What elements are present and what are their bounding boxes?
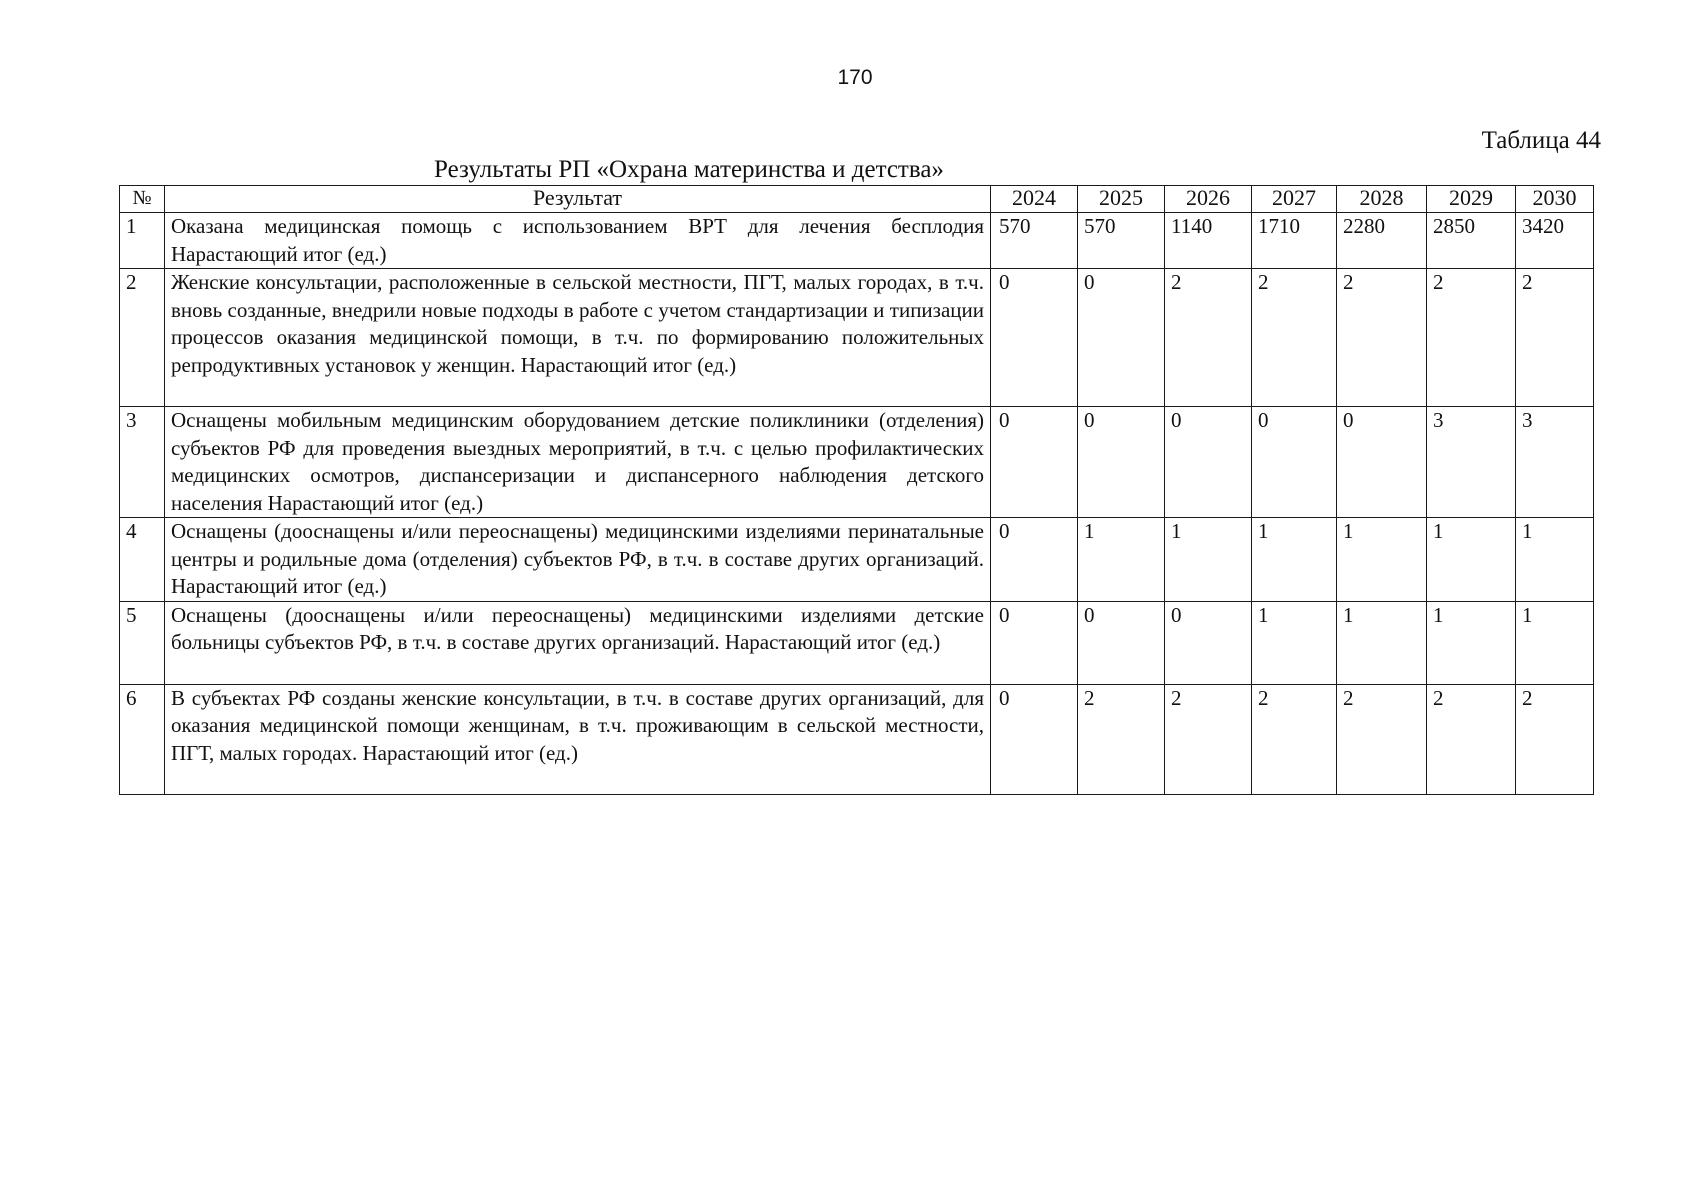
row-value: 0 (991, 518, 1078, 602)
row-value: 2280 (1337, 213, 1427, 269)
row-value: 1 (1078, 518, 1165, 602)
row-number: 6 (120, 684, 165, 794)
table-row (120, 213, 1594, 269)
table-header-row (120, 186, 1594, 213)
row-value: 2 (1337, 269, 1427, 407)
row-number: 4 (120, 518, 165, 602)
row-value: 2 (1427, 684, 1516, 794)
row-result-text: Оснащены (дооснащены и/или переоснащены) медицинскими изделиями перинатальные центры и родильные дома (отделения) субъектов РФ, в т.ч. в составе других организаций. Нарастающий итог (ед.) (165, 518, 991, 602)
row-value: 0 (1252, 407, 1337, 518)
row-value: 2 (1516, 269, 1594, 407)
row-value: 0 (991, 601, 1078, 684)
row-value: 570 (991, 213, 1078, 269)
row-value: 1 (1165, 518, 1252, 602)
table-title: Результаты РП «Охрана материнства и детства» (434, 156, 944, 183)
row-value: 2 (1078, 684, 1165, 794)
row-result-text: В субъектах РФ созданы женские консультации, в т.ч. в составе других организаций, для оказания медицинской помощи женщинам, в т.ч. проживающим в сельской местности, ПГТ, малых городах. Нарастающий итог (ед.) (165, 684, 991, 794)
row-value: 1 (1427, 518, 1516, 602)
row-value: 1 (1516, 601, 1594, 684)
row-value: 0 (991, 269, 1078, 407)
row-value: 0 (1165, 601, 1252, 684)
row-value: 2 (1427, 269, 1516, 407)
row-value: 1 (1427, 601, 1516, 684)
table-row (120, 601, 1594, 684)
row-value: 2 (1252, 684, 1337, 794)
header-year: 2029 (1427, 186, 1516, 213)
row-value: 1 (1337, 518, 1427, 602)
row-value: 2 (1165, 269, 1252, 407)
row-value: 1 (1252, 601, 1337, 684)
header-year: 2028 (1337, 186, 1427, 213)
row-value: 0 (991, 407, 1078, 518)
row-value: 0 (991, 684, 1078, 794)
table-label: Таблица 44 (1481, 127, 1601, 154)
row-value: 1 (1516, 518, 1594, 602)
row-result-text: Оснащены мобильным медицинским оборудованием детские поликлиники (отделения) субъектов РФ для проведения выездных мероприятий, в т.ч. с целью профилактических медицинских осмотров, диспансеризации и диспансерного наблюдения детского населения Нарастающий итог (ед.) (165, 407, 991, 518)
row-value: 2 (1252, 269, 1337, 407)
table-row (120, 269, 1594, 407)
row-number: 5 (120, 601, 165, 684)
row-result-text: Оснащены (дооснащены и/или переоснащены) медицинскими изделиями детские больницы субъектов РФ, в т.ч. в составе других организаций. Нарастающий итог (ед.) (165, 601, 991, 684)
row-result-text: Женские консультации, расположенные в сельской местности, ПГТ, малых городах, в т.ч. вновь созданные, внедрили новые подходы в работе с учетом стандартизации и типизации процессов оказания медицинской помощи, в т.ч. по формированию положительных репродуктивных установок у женщин. Нарастающий итог (ед.) (165, 269, 991, 407)
row-value: 1 (1337, 601, 1427, 684)
row-value: 2850 (1427, 213, 1516, 269)
header-year: 2026 (1165, 186, 1252, 213)
row-value: 3 (1427, 407, 1516, 518)
row-value: 2 (1337, 684, 1427, 794)
table-row (120, 407, 1594, 518)
header-number: № (120, 186, 165, 213)
page-number: 170 (837, 66, 873, 89)
table-row (120, 684, 1594, 794)
row-value: 0 (1165, 407, 1252, 518)
header-year: 2030 (1516, 186, 1594, 213)
header-year: 2027 (1252, 186, 1337, 213)
row-value: 0 (1078, 407, 1165, 518)
table-row (120, 518, 1594, 602)
row-result-text: Оказана медицинская помощь с использованием ВРТ для лечения бесплодия Нарастающий итог (ед.) (165, 213, 991, 269)
results-table (119, 185, 1594, 795)
header-year: 2025 (1078, 186, 1165, 213)
row-value: 0 (1337, 407, 1427, 518)
header-result: Результат (165, 186, 991, 213)
row-number: 3 (120, 407, 165, 518)
row-value: 2 (1516, 684, 1594, 794)
row-value: 570 (1078, 213, 1165, 269)
row-value: 3 (1516, 407, 1594, 518)
row-number: 1 (120, 213, 165, 269)
row-number: 2 (120, 269, 165, 407)
row-value: 0 (1078, 269, 1165, 407)
row-value: 1710 (1252, 213, 1337, 269)
row-value: 1140 (1165, 213, 1252, 269)
header-year: 2024 (991, 186, 1078, 213)
row-value: 1 (1252, 518, 1337, 602)
row-value: 2 (1165, 684, 1252, 794)
row-value: 3420 (1516, 213, 1594, 269)
row-value: 0 (1078, 601, 1165, 684)
